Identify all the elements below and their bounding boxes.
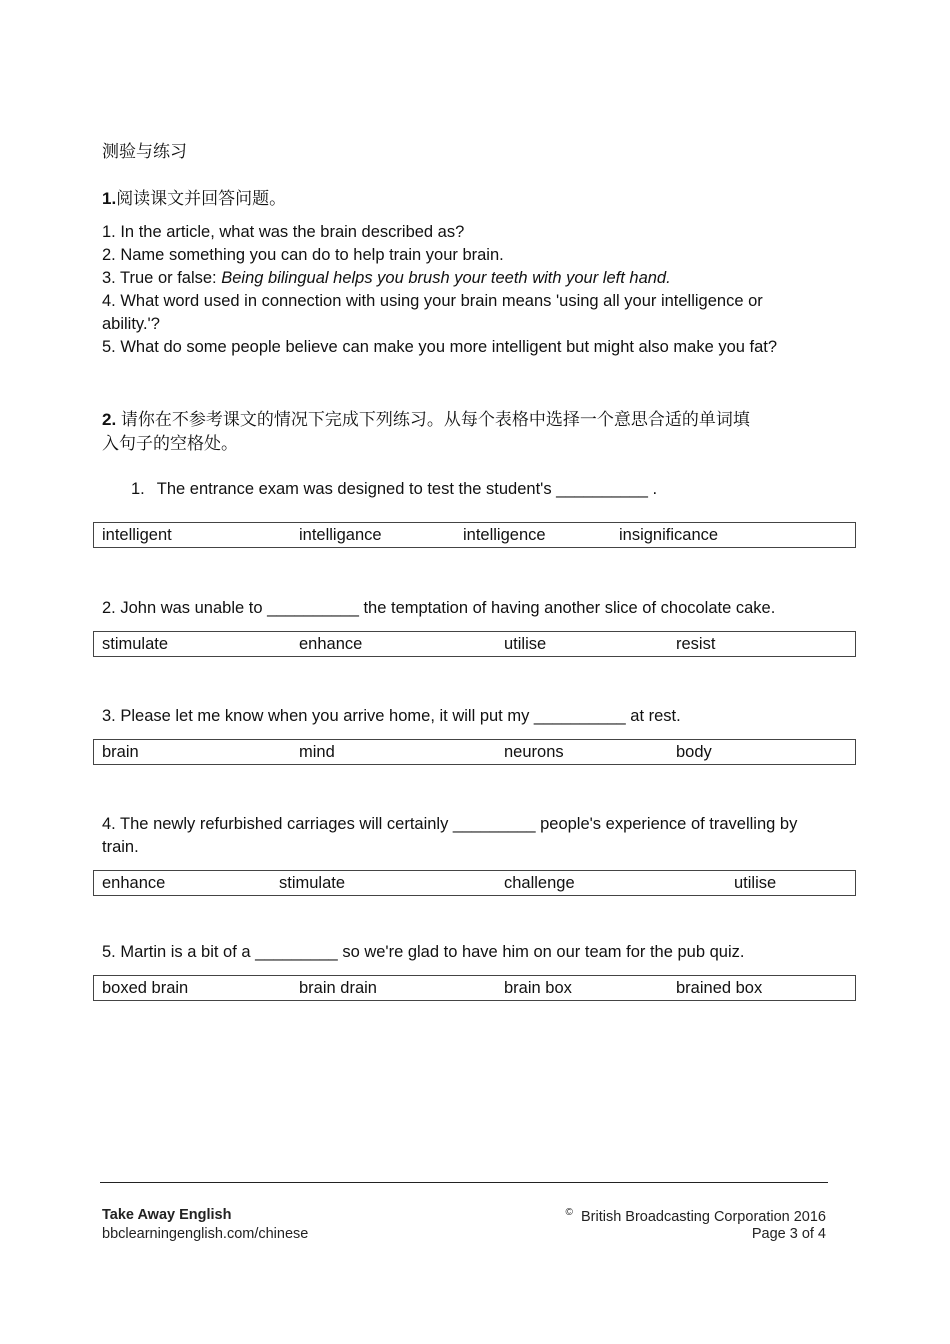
option: resist [676,635,716,653]
option: body [676,743,712,761]
copyright-symbol: © [565,1207,573,1218]
option: boxed brain [102,979,189,997]
footer-divider [100,1182,828,1183]
section1-heading-text: 阅读课文并回答问题。 [116,189,287,208]
option: challenge [504,874,575,892]
option: brain [102,743,139,761]
option: brain drain [299,979,377,997]
option: utilise [734,874,777,892]
option: enhance [299,635,363,653]
exercise-1-sentence [131,478,657,501]
exercise-5-options [93,975,856,1001]
option: stimulate [102,635,169,653]
option: insignificance [619,526,719,544]
section1-question-2: 2. Name something you can do to help train your brain. [102,246,504,264]
exercise-1-options [93,522,856,548]
section2-heading-line1: 请你在不参考课文的情况下完成下列练习。从每个表格中选择一个意思合适的单词填 [120,410,750,429]
option: utilise [504,635,547,653]
option: enhance [102,874,166,892]
section1-heading [102,184,286,209]
exercise-2-options [93,631,856,657]
question-3-statement: Being bilingual helps you brush your teeth with your left hand. [221,269,671,287]
exercise-3-options [93,739,856,765]
section2-heading [102,405,750,430]
copyright-text: British Broadcasting Corporation 2016 [580,1208,826,1225]
section1-question-3 [102,267,671,290]
section1-question-1: 1. In the article, what was the brain described as? [102,223,465,241]
option: mind [299,743,335,761]
exercise-1-text: The entrance exam was designed to test the student's __________ . [156,480,658,498]
footer-copyright [566,1207,826,1225]
section1-number: 1. [102,189,117,208]
option: brain box [504,979,572,997]
exercise-1-number: 1. [131,480,145,498]
option: neurons [504,743,564,761]
exercise-4-sentence-cont: train. [102,838,139,856]
exercise-5-sentence: 5. Martin is a bit of a _________ so we're glad to have him on our team for the pub quiz. [102,943,745,961]
exercise-2-sentence: 2. John was unable to __________ the temptation of having another slice of chocolate cake. [102,599,776,617]
option: intelligence [463,526,546,544]
option: brained box [676,979,763,997]
section2-heading-line2: 入句子的空格处。 [102,434,238,453]
option: intelligent [102,526,172,544]
section2-number: 2. [102,410,117,429]
option: intelligance [299,526,382,544]
section1-question-5: 5. What do some people believe can make you more intelligent but might also make you fat? [102,338,778,356]
option: stimulate [279,874,346,892]
exercise-4-sentence: 4. The newly refurbished carriages will certainly _________ people's experience of travelling by [102,815,798,833]
exercise-4-options [93,870,856,896]
section1-question-4-cont: ability.'? [102,315,160,333]
page-title: 测验与练习 [102,142,187,161]
footer-page-number: Page 3 of 4 [751,1226,826,1242]
footer-program: Take Away English [102,1207,232,1223]
section1-question-4: 4. What word used in connection with using your brain means 'using all your intelligence or [102,292,763,310]
exercise-3-sentence: 3. Please let me know when you arrive home, it will put my __________ at rest. [102,707,681,725]
footer-url: bbclearningenglish.com/chinese [102,1226,309,1242]
question-3-prefix: 3. True or false: [102,269,222,287]
